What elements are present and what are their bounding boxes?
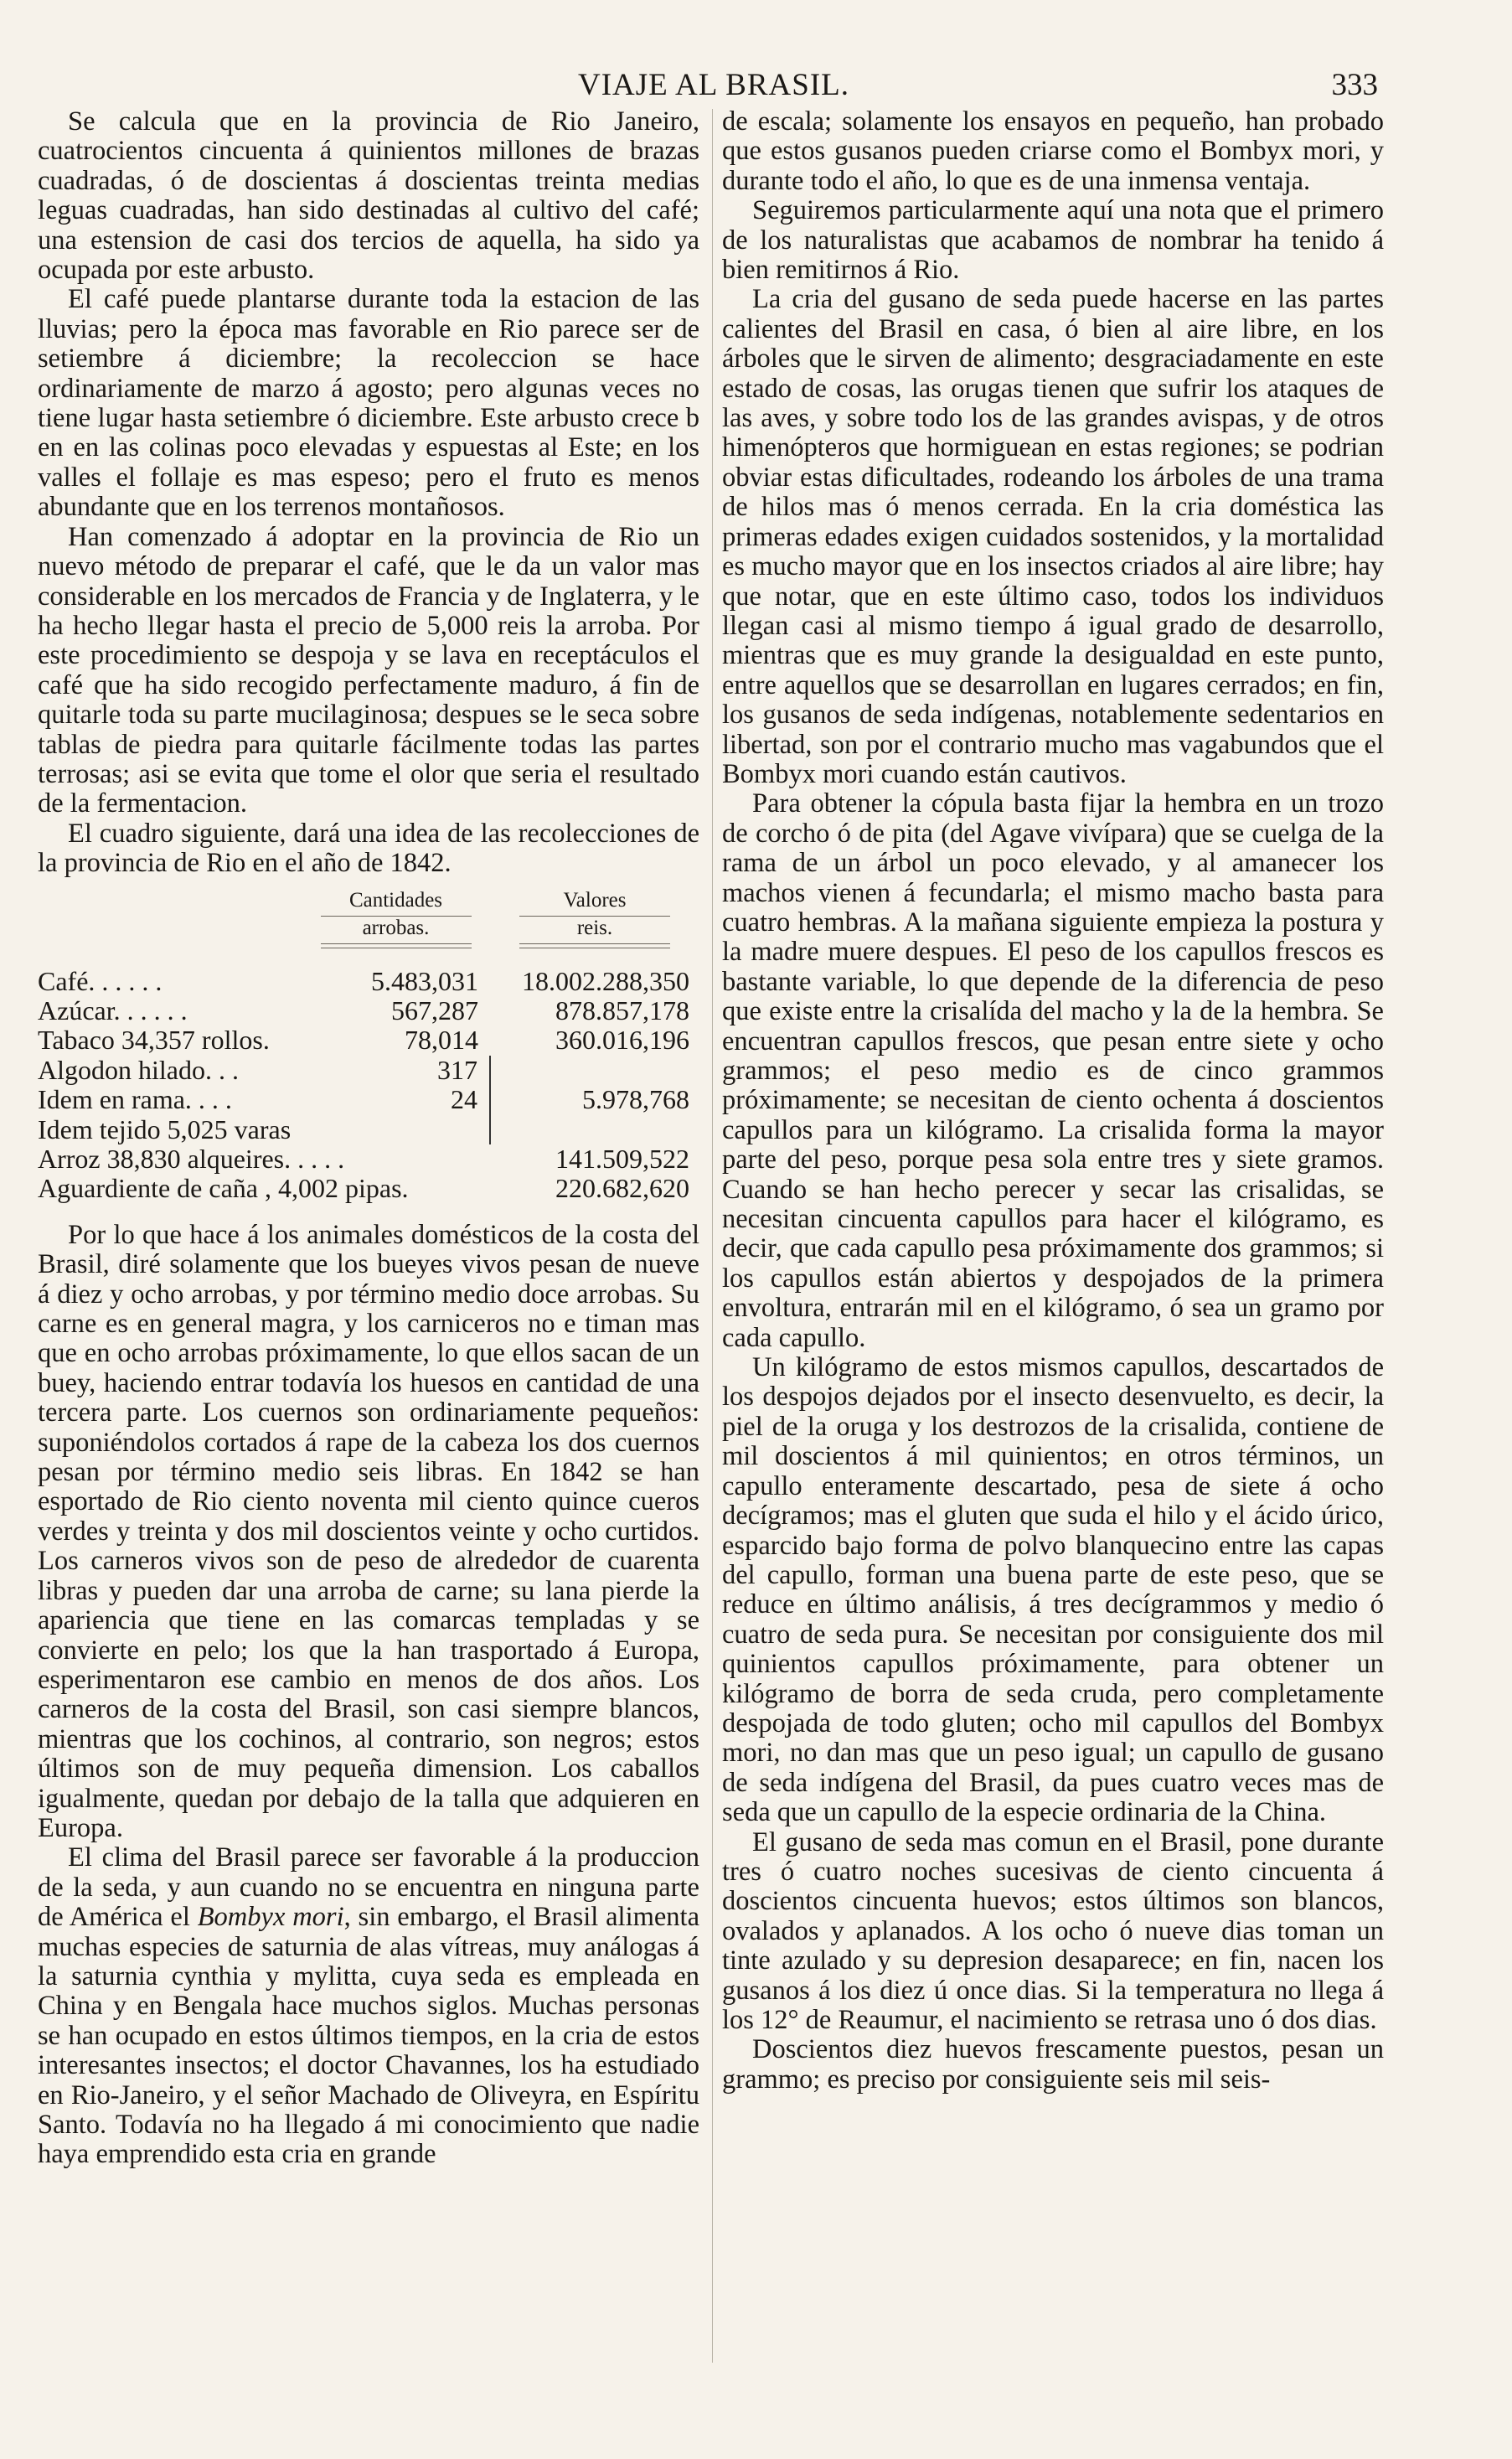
paragraph: Por lo que hace á los animales domésticos de la costa del Brasil, diré solamente que los bueyes vivos pesan de nueve á diez y ocho arrobas, y por término medio doce arrobas. Su carne es en general magra, y los carniceros no e timan mas que en ocho arrobas próximamente, lo que ellos sacan de un buey, haciendo entrar todavía los huesos en cantidad de una tercera parte. Los cuernos son ordinariamente pequeños: suponiéndolos cortados á rape de la cabeza los dos cuernos pesan por término medio seis libras. En 1842 se han esportado de Rio ciento noventa mil ciento quince cueros verdes y treinta y dos mil doscientos veinte y ocho curtidos. Los carneros vivos son de peso de alrededor de cuarenta libras y pueden dar una arroba de carne; su lana pierde la apariencia que tiene en las comarcas templadas y se convierte en pelo; los que la han trasportado á Europa, esperimentaron ese cambio en menos de dos años. Los carneros de la costa del Brasil, son casi siempre blancos, mientras que los cochinos, al contrario, son negros; estos últimos son de muy pequeña dimension. Los caballos igualmente, quedan por debajo de la talla que adquieren en Europa. — [38, 1219, 699, 1843]
table-row — [38, 996, 699, 1025]
paragraph: Doscientos diez huevos frescamente puestos, pesan un grammo; es preciso por consiguiente seis mil seis- — [722, 2034, 1384, 2095]
table-row — [38, 1025, 699, 1055]
paragraph: La cria del gusano de seda puede hacerse en las partes calientes del Brasil en casa, ó bien al aire libre, en los árboles que le sirven de alimento; desgraciadamente en este estado de cosas, las orugas tienen que sufrir los ataques de las aves, y sobre todo los de las grandes avispas, y de otros himenópteros que hormiguean en estas regiones; se podrian obviar estas dificultades, rodeando los árboles de una trama de hilos mas ó menos cerrada. En la cria doméstica las primeras edades exigen cuidados sostenidos, y la mortalidad es mucho mayor que en los insectos criados al aire libre; hay que notar, que en este último caso, todos los individuos llegan casi al mismo tiempo á igual grado de desarrollo, mientras que es muy grande la desigualdad en este punto, entre aquellos que se desarrollan en lugares cerrados; en fin, los gusanos de seda indígenas, notablemente sedentarios en libertad, son por el contrario mucho mas vagabundos que el Bombyx mori cuando están cautivos. — [722, 284, 1384, 789]
row-label: Idem tejido 5,025 varas — [38, 1113, 292, 1144]
table-head-spacer — [38, 889, 302, 967]
table-row — [38, 967, 699, 996]
paragraph: El gusano de seda mas comun en el Brasil, pone durante tres ó cuatro noches sucesivas de ciento cincuenta á doscientos cincuenta huevos; estos últimos son blancos, ovalados y aplanados. A los ocho ó nueve dias toman un tinte azulado y su depresion desaparece; en fin, nacen los gusanos á los diez ú once dias. Si la temperatura no llega á los 12° de Reaumur, el nacimiento se retrasa uno ó dos dias. — [722, 1826, 1384, 2035]
table-head-values: Valores reis. — [490, 889, 699, 967]
running-head — [0, 67, 1512, 109]
row-quantity: 24 — [451, 1084, 477, 1115]
right-column — [722, 107, 1384, 2095]
column-rule — [712, 109, 713, 2363]
paragraph: de escala; solamente los ensayos en pequeño, han probado que estos gusanos pueden criarse como el Bombyx mori, y durante todo el año, lo que es de una inmensa ventaja. — [722, 106, 1384, 196]
row-quantity: 317 — [437, 1054, 477, 1085]
exports-table — [38, 889, 699, 1204]
paragraph: Han comenzado á adoptar en la provincia de Rio un nuevo método de preparar el café, que le da un valor mas considerable en los mercados de Francia y de Inglaterra, y le ha hecho llegar hasta el precio de 5,000 reis la arroba. Por este procedimiento se despoja y se lava en receptáculos el café que ha sido recogido perfectamente maduro, á fin de quitarle toda su parte mucilaginosa; despues se le seca sobre tablas de piedra para quitarle fácilmente todas las partes terrosas; asi se evita que tome el olor que seria el resultado de la fermentacion. — [38, 521, 699, 819]
table-row — [38, 1056, 699, 1085]
paragraph: Un kilógramo de estos mismos capullos, descartados de los despojos dejados por el insecto desenvuelto, es decir, la piel de la oruga y los destrozos de la crisalida, contiene de mil doscientos á mil quinientos; en otros términos, un capullo enteramente descartado, pesa de siete á ocho decígramos; mas el gluten que suda el hilo y el ácido úrico, esparcido bajo forma de polvo blanquecino entre las capas del capullo, forman una buena parte de este peso, que se reduce en último análisis, á tres decígrammos y medio ó cuatro de seda pura. Se necesitan por consiguiente dos mil quinientos capullos próximamente, para obtener un kilógramo de borra de seda cruda, pero completamente despojada de todo gluten; ocho mil capullos del Bombyx mori, no dan mas que un peso igual; un capullo de gusano de seda indígena del Brasil, da pues cuatro veces mas de seda que un capullo de la especie ordinaria de la China. — [722, 1352, 1384, 1828]
paragraph: El café puede plantarse durante toda la estacion de las lluvias; pero la época mas favorable en Rio parece ser de setiembre á diciembre; la recoleccion se hace ordinariamente de marzo á agosto; pero algunas veces no tiene lugar hasta setiembre ó diciembre. Este arbusto crece b en en las colinas poco elevadas y espuestas al Este; en los valles el follaje es mas espeso; pero el fruto es menos abundante que en los terrenos montañosos. — [38, 284, 699, 523]
row-value: 18.002.288,350 — [522, 965, 689, 996]
left-column — [38, 107, 699, 2170]
table-row — [38, 1144, 699, 1174]
row-label: Idem en rama. . . . — [38, 1084, 232, 1115]
paragraph: El cuadro siguiente, dará una idea de las recolecciones de la provincia de Rio en el año de 1842. — [38, 818, 699, 879]
species-name: Bombyx mori — [197, 1902, 344, 1933]
paragraph: Para obtener la cópula basta fijar la hembra en un trozo de corcho ó de pita (del Agave vivípara) que se cuelga de la rama de un árbol un poco elevado, y al amanecer los machos vienen á fecundarla; el mismo macho basta para cuatro hembras. A la mañana siguiente empieza la postura y la madre muere despues. El peso de los capullos frescos es bastante variable, lo que depende de la diferencia de peso que existe entre la crisalída del macho y la de la hembra. Se encuentran capullos frescos, que pesan entre siete y ocho grammos; el peso medio es de cinco grammos próximamente; se necesitan de ciento ochenta á doscientos capullos para un kilógramo. La crisalida forma la mayor parte del peso, porque pesa sola entre tres y siete gramos. Cuando se han hecho perecer y secar las crisalidas, se necesitan cincuenta capullos para hacer el kilógramo, es decir, que cada capullo pesa próximamente dos grammos; si los capullos están abiertos y despojados de la primera envoltura, entrarán mil en el kilógramo, ó sea un gramo por cada capullo. — [722, 788, 1384, 1353]
row-value: 878.857,178 — [555, 994, 689, 1025]
row-value: 360.016,196 — [555, 1025, 689, 1056]
row-label: Aguardiente de caña , 4,002 pipas. — [38, 1173, 409, 1204]
row-quantity: 567,287 — [391, 994, 478, 1025]
row-label: Tabaco 34,357 rollos. — [38, 1025, 270, 1056]
row-label: Azúcar. . . . . . — [38, 994, 188, 1025]
table-row — [38, 1174, 699, 1203]
row-value: 141.509,522 — [555, 1144, 689, 1174]
row-quantity — [302, 1115, 490, 1144]
row-value: 220.682,620 — [555, 1173, 689, 1204]
row-label: Arroz 38,830 alqueires. . . . . — [38, 1144, 345, 1174]
row-quantity: 78,014 — [405, 1025, 478, 1056]
paragraph: Se calcula que en la provincia de Rio Janeiro, cuatrocientos cincuenta á quinientos millones de brazas cuadradas, ó de doscientas á doscientas treinta medias leguas cuadradas, han sido destinadas al cultivo del café; una estension de casi dos tercios de aquella, ha sido ya ocupada por este arbusto. — [38, 106, 699, 286]
cotton-brace-value: 5.978,768 — [490, 1056, 699, 1144]
running-title: VIAJE AL BRASIL. — [578, 68, 849, 102]
page-number: 333 — [1331, 68, 1378, 102]
paragraph: Seguiremos particularmente aquí una nota que el primero de los naturalistas que acabamos de nombrar ha tenido á bien remitirnos á Rio. — [722, 195, 1384, 286]
row-label: Algodon hilado. . . — [38, 1054, 239, 1085]
paragraph: El clima del Brasil parece ser favorable á la produccion de la seda, y aun cuando no se encuentra en ninguna parte de América el Bombyx mori, sin embargo, el Brasil alimenta muchas especies de saturnia de alas vítreas, muy análogas á la saturnia cynthia y mylitta, cuya seda es empleada en China y en Bengala hace muchos siglos. Muchas personas se han ocupado en estos últimos tiempos, en la cria de estos interesantes insectos; el doctor Chavannes, los ha estudiado en Rio-Janeiro, y el señor Machado de Oliveyra, en Espíritu Santo. Todavía no ha llegado á mi conocimiento que nadie haya emprendido esta cria en grande — [38, 1842, 700, 2170]
row-quantity: 5.483,031 — [371, 965, 478, 996]
table-head-quantities: Cantidades arrobas. — [302, 889, 490, 967]
row-label: Café. . . . . . — [38, 965, 163, 996]
